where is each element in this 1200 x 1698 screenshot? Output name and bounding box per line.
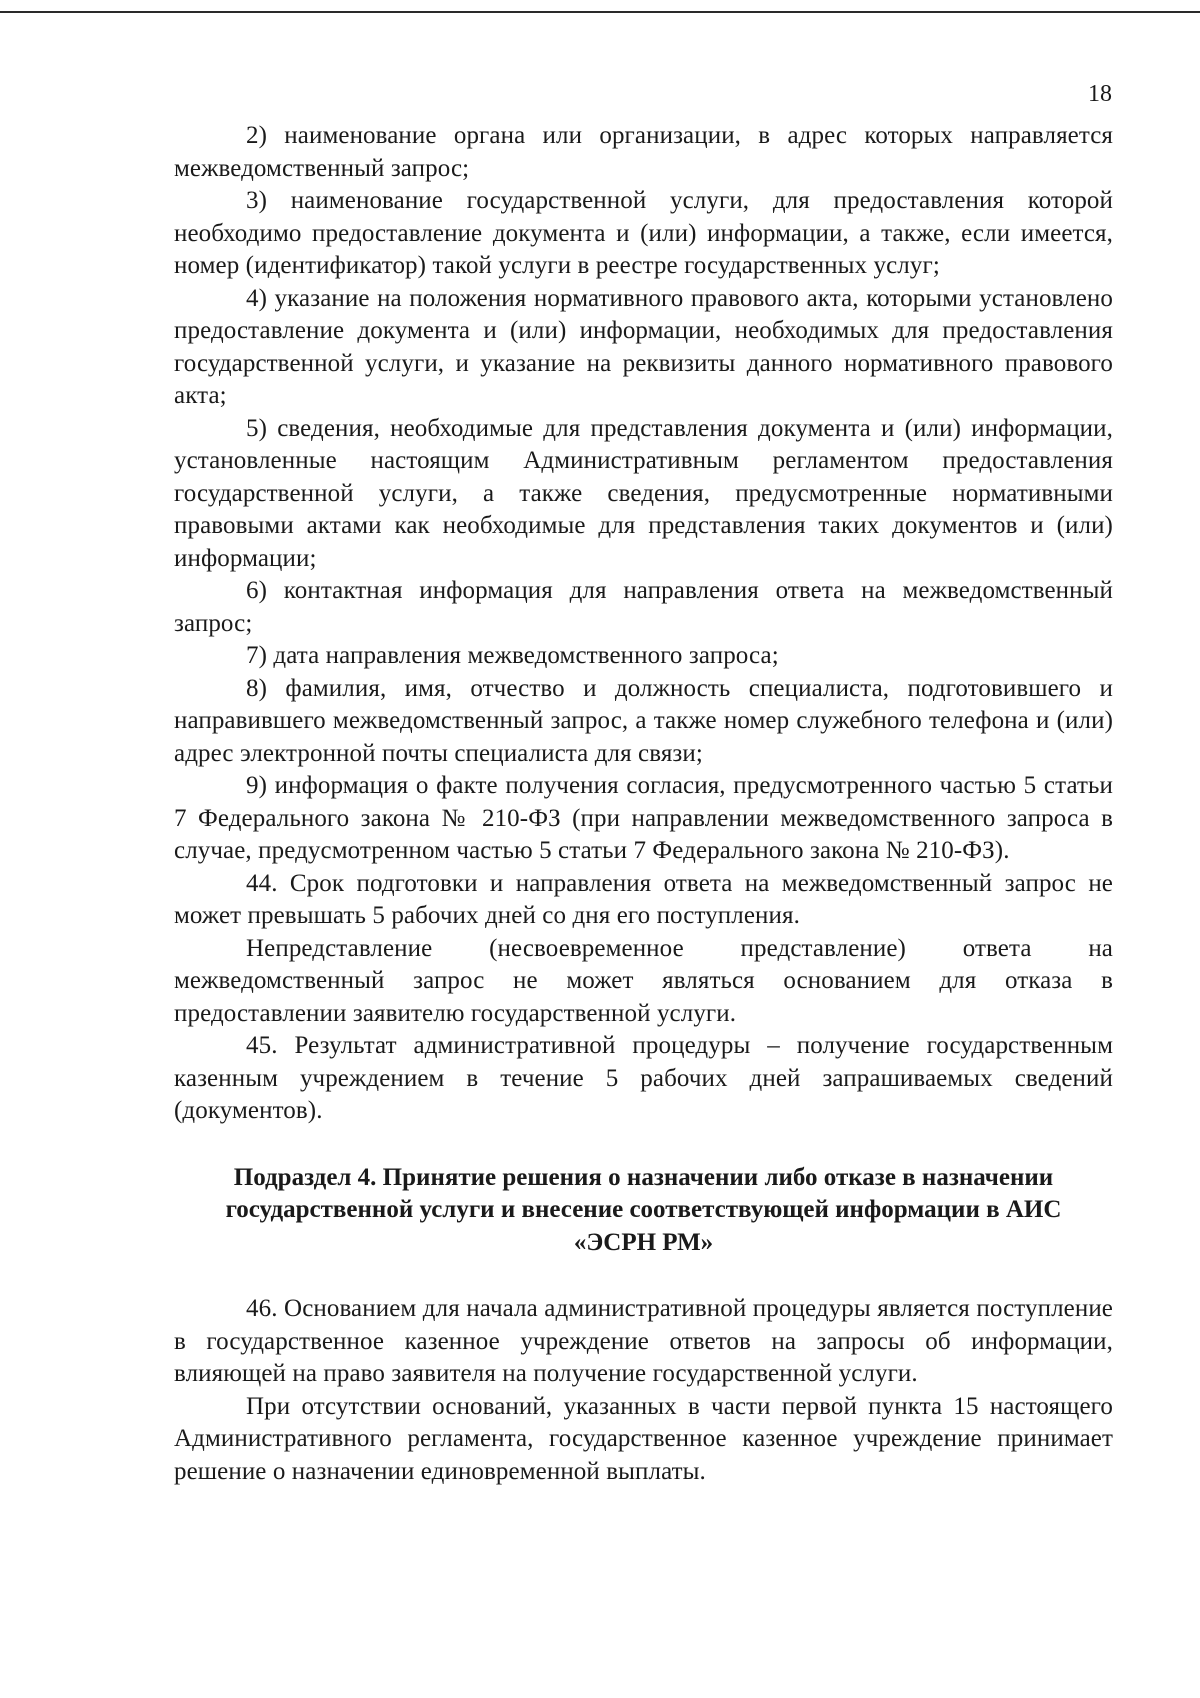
paragraph-item-2: 2) наименование органа или организации, в адрес которых направляется межведомственный запрос; (174, 122, 1113, 182)
paragraph-clause-46: 46. Основанием для начала административной процедуры является поступление в государственное казенное учреждение ответов на запросы об информации, влияющей на право заявителя на получение государственной услуги. (174, 1295, 1113, 1387)
document-body (174, 120, 1113, 1488)
paragraph-item-8: 8) фамилия, имя, отчество и должность специалиста, подготовившего и направившего межведомственный запрос, а также номер служебного телефона и (или) адрес электронной почты специалиста для связи; (174, 674, 1113, 767)
paragraph-item-4: 4) указание на положения нормативного правового акта, которыми установлено предоставление документа и (или) информации, необходимых для предоставления государственной услуги, и указание на реквизиты данного нормативного правового акта; (174, 284, 1113, 409)
paragraph-absence-of-grounds: При отсутствии оснований, указанных в части первой пункта 15 настоящего Административного регламента, государственное казенное учреждение принимает решение о назначении единовременной выплаты. (174, 1392, 1113, 1485)
paragraph-item-7: 7) дата направления межведомственного запроса; (246, 642, 779, 669)
section-heading: Подраздел 4. Принятие решения о назначении либо отказе в назначении государственной услуги и внесение соответствующей информации в АИС «ЭСРН РМ» (225, 1163, 1062, 1256)
paragraph-non-submission: Непредставление (несвоевременное представление) ответа на межведомственный запрос не может являться основанием для отказа в предоставлении заявителю государственной услуги. (174, 934, 1113, 1027)
paragraph-item-6: 6) контактная информация для направления ответа на межведомственный запрос; (174, 577, 1113, 637)
paragraph-item-9: 9) информация о факте получения согласия, предусмотренного частью 5 статьи 7 Федерального закона № 210-ФЗ (при направлении межведомственного запроса в случае, предусмотренном частью 5 статьи 7 Федерального закона № 210-ФЗ). (174, 772, 1113, 864)
paragraph-item-5: 5) сведения, необходимые для представления документа и (или) информации, установленные настоящим Административным регламентом предоставления государственной услуги, а также сведения, предусмотренные нормативными правовыми актами как необходимые для представления таких документов и (или) информации; (174, 414, 1113, 572)
paragraph-item-3: 3) наименование государственной услуги, для предоставления которой необходимо предоставление документа и (или) информации, а также, если имеется, номер (идентификатор) такой услуги в реестре государственных услуг; (174, 187, 1113, 279)
top-border-line (0, 11, 1200, 13)
page-number: 18 (1088, 81, 1112, 107)
paragraph-clause-44: 44. Срок подготовки и направления ответа на межведомственный запрос не может превышать 5 рабочих дней со дня его поступления. (174, 869, 1113, 929)
paragraph-clause-45: 45. Результат административной процедуры – получение государственным казенным учреждением в течение 5 рабочих дней запрашиваемых сведений (документов). (174, 1032, 1113, 1124)
